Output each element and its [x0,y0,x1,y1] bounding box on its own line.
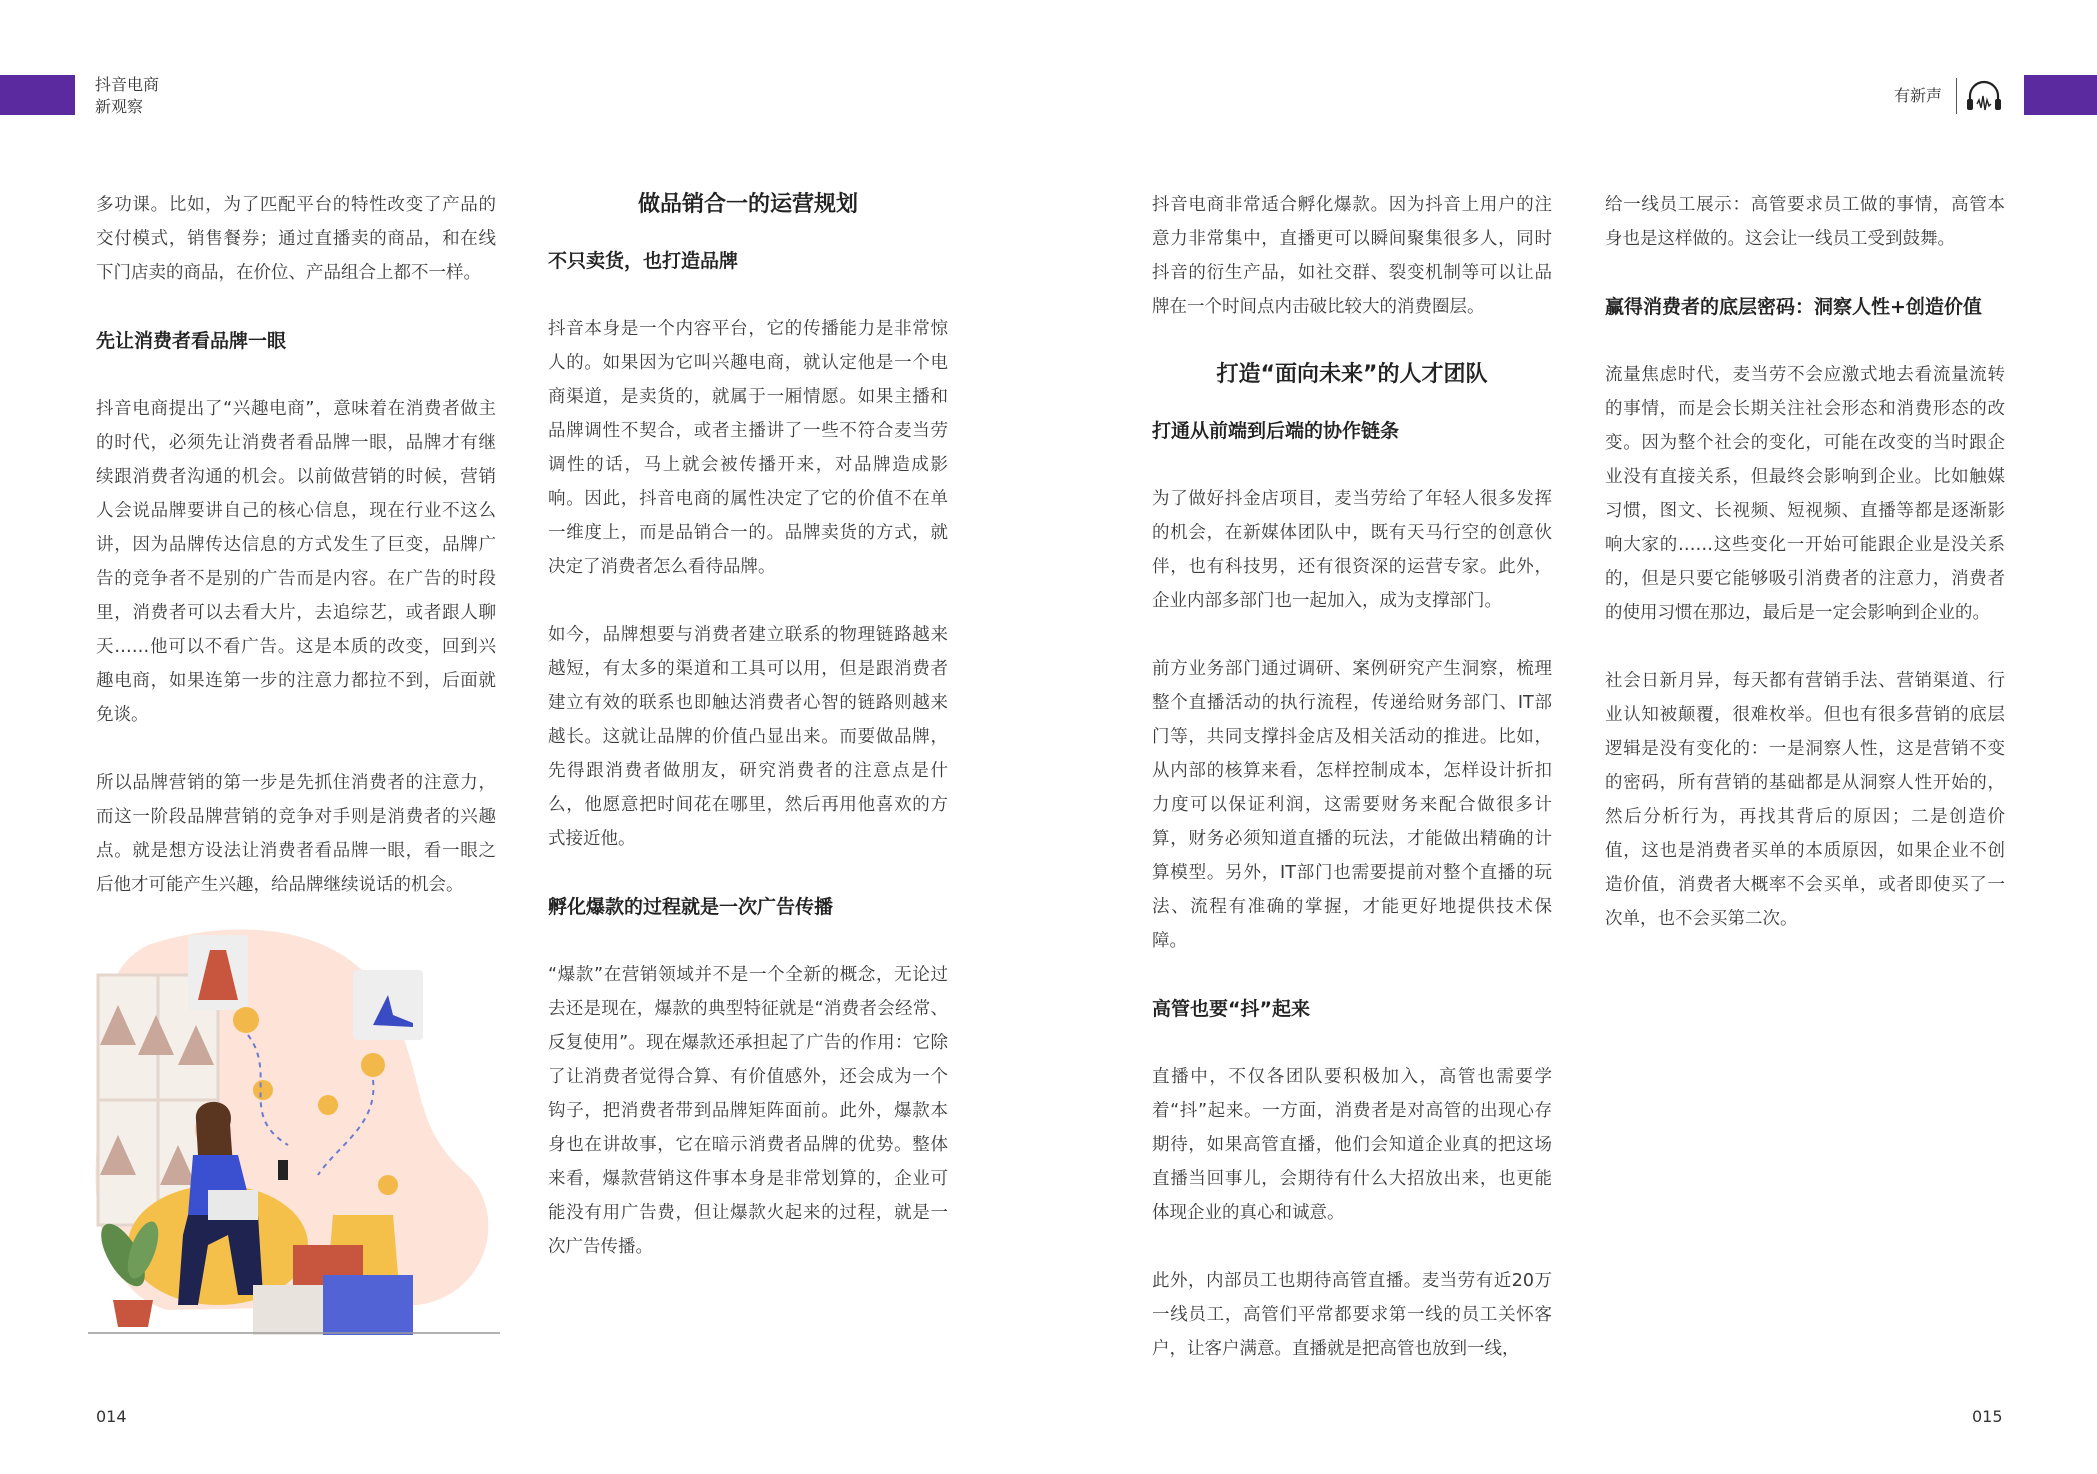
section-title: 做品销合一的运营规划 [637,192,858,217]
shopping-illustration [88,915,500,1335]
paragraph: 给一线员工展示：高管要求员工做的事情，高管本身也是这样做的。这会让一线员工受到鼓舞。 [1605,195,2005,249]
paragraph: 此外，内部员工也期待高管直播。麦当劳有近20万一线员工，高管们平常都要求第一线的员工关怀客户，让客户满意。直播就是把高管也放到一线， [1152,1271,1552,1359]
subheading: 先让消费者看品牌一眼 [96,330,287,352]
subheading: 不只卖货，也打造品牌 [548,250,739,272]
paragraph: 流量焦虑时代，麦当劳不会应激式地去看流量流转的事情，而是会长期关注社会形态和消费形态的改变。因为整个社会的变化，可能在改变的当时跟企业没有直接关系，但最终会影响到企业。比如触媒习惯，图文、长视频、短视频、直播等都是逐渐影响大家的……这些变化一开始可能跟企业是没关系的，但是只要它能够吸引消费者的注意力，消费者的使用习惯在那边，最后是一定会影响到企业的。 [1605,365,2005,623]
accent-bar-left [0,75,75,115]
paragraph: 抖音电商提出了“兴趣电商”，意味着在消费者做主的时代，必须先让消费者看品牌一眼，品牌才有继续跟消费者沟通的机会。以前做营销的时候，营销人会说品牌要讲自己的核心信息，现在行业不这么讲，因为品牌传达信息的方式发生了巨变，品牌广告的竞争者不是别的广告而是内容。在广告的时段里，消费者可以去看大片，去追综艺，或者跟人聊天……他可以不看广告。这是本质的改变，回到兴趣电商，如果连第一步的注意力都拉不到，后面就免谈。 [96,399,496,725]
paragraph: 所以品牌营销的第一步是先抓住消费者的注意力，而这一阶段品牌营销的竞争对手则是消费者的兴趣点。就是想方设法让消费者看品牌一眼，看一眼之后他才可能产生兴趣，给品牌继续说话的机会。 [96,773,496,895]
brand-label: 有新声 [1893,86,1942,105]
paragraph: 直播中，不仅各团队要积极加入，高管也需要学着“抖”起来。一方面，消费者是对高管的出现心存期待，如果高管直播，他们会知道企业真的把这场直播当回事儿，会期待有什么大招放出来，也更能体现企业的真心和诚意。 [1152,1067,1552,1223]
column-3 [1152,188,1552,1400]
section-title: 打造“面向未来”的人才团队 [1216,362,1488,387]
column-4 [1605,188,2005,970]
paragraph: 前方业务部门通过调研、案例研究产生洞察，梳理整个直播活动的执行流程，传递给财务部门、IT部门等，共同支撑抖金店及相关活动的推进。比如，从内部的核算来看，怎样控制成本，怎样设计折扣力度可以保证利润，这需要财务来配合做很多计算，财务必须知道直播的玩法，才能做出精确的计算模型。另外，IT部门也需要提前对整个直播的玩法、流程有准确的掌握，才能更好地提供技术保障。 [1152,659,1552,951]
page-number-left: 014 [96,1407,127,1426]
column-1 [96,188,496,936]
paragraph: “爆款”在营销领域并不是一个全新的概念，无论过去还是现在，爆款的典型特征就是“消费者会经常、反复使用”。现在爆款还承担起了广告的作用：它除了让消费者觉得合算、有价值感外，还会成为一个钩子，把消费者带到品牌矩阵面前。此外，爆款本身也在讲故事，它在暗示消费者品牌的优势。整体来看，爆款营销这件事本身是非常划算的，企业可能没有用广告费，但让爆款火起来的过程，就是一次广告传播。 [548,965,948,1257]
subheading: 打通从前端到后端的协作链条 [1152,420,1400,442]
subheading: 赢得消费者的底层密码：洞察人性+创造价值 [1605,296,1982,318]
magazine-name [95,74,159,118]
magazine-name-line2: 新观察 [95,97,144,116]
paragraph: 社会日新月异，每天都有营销手法、营销渠道、行业认知被颠覆，很难枚举。但也有很多营销的底层逻辑是没有变化的：一是洞察人性，这是营销不变的密码，所有营销的基础都是从洞察人性开始的，然后分析行为，再找其背后的原因；二是创造价值，这也是消费者买单的本质原因，如果企业不创造价值，消费者大概率不会买单，或者即使买了一次单，也不会买第二次。 [1605,671,2005,929]
paragraph: 抖音电商非常适合孵化爆款。因为抖音上用户的注意力非常集中，直播更可以瞬间聚集很多人，同时抖音的衍生产品，如社交群、裂变机制等可以让品牌在一个时间点内击破比较大的消费圈层。 [1152,195,1552,317]
brand-divider [1956,78,1957,114]
paragraph: 抖音本身是一个内容平台，它的传播能力是非常惊人的。如果因为它叫兴趣电商，就认定他是一个电商渠道，是卖货的，就属于一厢情愿。如果主播和品牌调性不契合，或者主播讲了一些不符合麦当劳调性的话，马上就会被传播开来，对品牌造成影响。因此，抖音电商的属性决定了它的价值不在单一维度上，而是品销合一的。品牌卖货的方式，就决定了消费者怎么看待品牌。 [548,319,948,577]
page-number-right: 015 [1972,1407,2003,1426]
magazine-name-line1: 抖音电商 [95,75,160,94]
headphone-icon [1964,78,2004,114]
subheading: 孵化爆款的过程就是一次广告传播 [548,896,834,918]
subheading: 高管也要“抖”起来 [1152,998,1310,1020]
accent-bar-right [2024,75,2097,115]
paragraph: 多功课。比如，为了匹配平台的特性改变了产品的交付模式，销售餐券；通过直播卖的商品，和在线下门店卖的商品，在价位、产品组合上都不一样。 [96,195,496,283]
paragraph: 如今，品牌想要与消费者建立联系的物理链路越来越短，有太多的渠道和工具可以用，但是跟消费者建立有效的联系也即触达消费者心智的链路则越来越长。这就让品牌的价值凸显出来。而要做品牌，先得跟消费者做朋友，研究消费者的注意点是什么，他愿意把时间花在哪里，然后再用他喜欢的方式接近他。 [548,625,948,849]
column-2 [548,188,948,1298]
paragraph: 为了做好抖金店项目，麦当劳给了年轻人很多发挥的机会，在新媒体团队中，既有天马行空的创意伙伴，也有科技男，还有很资深的运营专家。此外，企业内部多部门也一起加入，成为支撑部门。 [1152,489,1552,611]
